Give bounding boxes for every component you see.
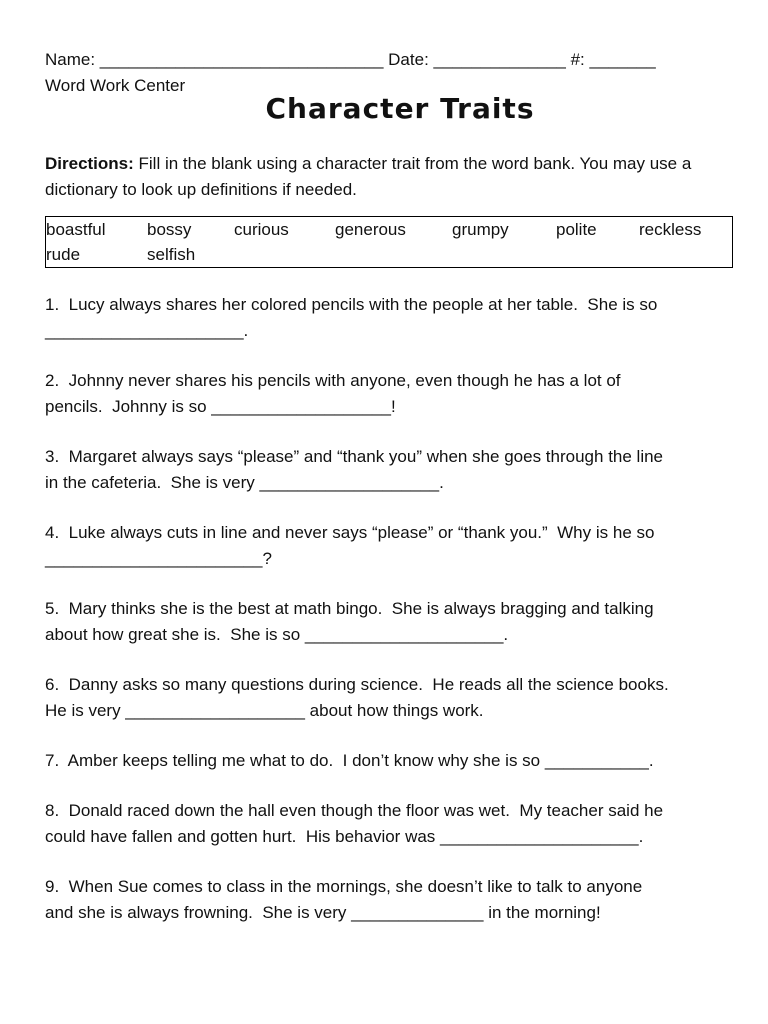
- word-bank-item: reckless: [639, 220, 702, 239]
- directions-label: Directions:: [45, 154, 134, 173]
- question-text: He is very ___________________ about how things work.: [45, 701, 484, 720]
- page-title: Character Traits: [265, 92, 535, 125]
- word-bank-item: grumpy: [452, 220, 509, 239]
- question-text: pencils. Johnny is so ___________________!: [45, 397, 396, 416]
- question-text: 9. When Sue comes to class in the mornings, she doesn’t like to talk to anyone: [45, 877, 643, 896]
- question-text: 5. Mary thinks she is the best at math bingo. She is always bragging and talking: [45, 599, 654, 618]
- word-bank-item: selfish: [147, 245, 196, 264]
- center-label: Word Work Center: [45, 76, 186, 95]
- directions-text: Fill in the blank using a character trait from the word bank. You may use a dictionary to look up definitions if needed.: [45, 154, 692, 199]
- word-bank: [45, 216, 733, 268]
- question-text: in the cafeteria. She is very ___________________.: [45, 473, 444, 492]
- question-2: [45, 368, 735, 420]
- directions: [45, 151, 735, 203]
- question-4: [45, 520, 735, 572]
- word-bank-item: generous: [335, 220, 406, 239]
- question-text: 2. Johnny never shares his pencils with anyone, even though he has a lot of: [45, 371, 621, 390]
- question-9: [45, 874, 735, 926]
- question-6: [45, 672, 735, 724]
- question-text: could have fallen and gotten hurt. His behavior was _____________________.: [45, 827, 644, 846]
- question-3: [45, 444, 735, 496]
- question-5: [45, 596, 735, 648]
- question-1: [45, 292, 735, 344]
- question-text: 1. Lucy always shares her colored pencils with the people at her table. She is so: [45, 295, 658, 314]
- question-text: _______________________?: [45, 549, 272, 568]
- word-bank-item: rude: [46, 245, 81, 264]
- question-text: 6. Danny asks so many questions during science. He reads all the science books.: [45, 675, 669, 694]
- word-bank-item: polite: [556, 220, 597, 239]
- question-8: [45, 798, 735, 850]
- question-text: 4. Luke always cuts in line and never says “please” or “thank you.” Why is he so: [45, 523, 655, 542]
- word-bank-item: boastful: [46, 220, 106, 239]
- question-text: 7. Amber keeps telling me what to do. I don’t know why she is so ___________.: [45, 751, 654, 770]
- question-text: 3. Margaret always says “please” and “thank you” when she goes through the line: [45, 447, 664, 466]
- word-bank-item: curious: [234, 220, 289, 239]
- question-text: 8. Donald raced down the hall even though the floor was wet. My teacher said he: [45, 801, 664, 820]
- word-bank-item: bossy: [147, 220, 192, 239]
- question-text: _____________________.: [45, 321, 249, 340]
- worksheet: [45, 47, 735, 926]
- question-text: about how great she is. She is so _____________________.: [45, 625, 509, 644]
- name-date-line: Name: ______________________________ Date: ______________ #: _______: [45, 50, 656, 69]
- question-7: [45, 748, 735, 774]
- question-text: and she is always frowning. She is very ______________ in the morning!: [45, 903, 601, 922]
